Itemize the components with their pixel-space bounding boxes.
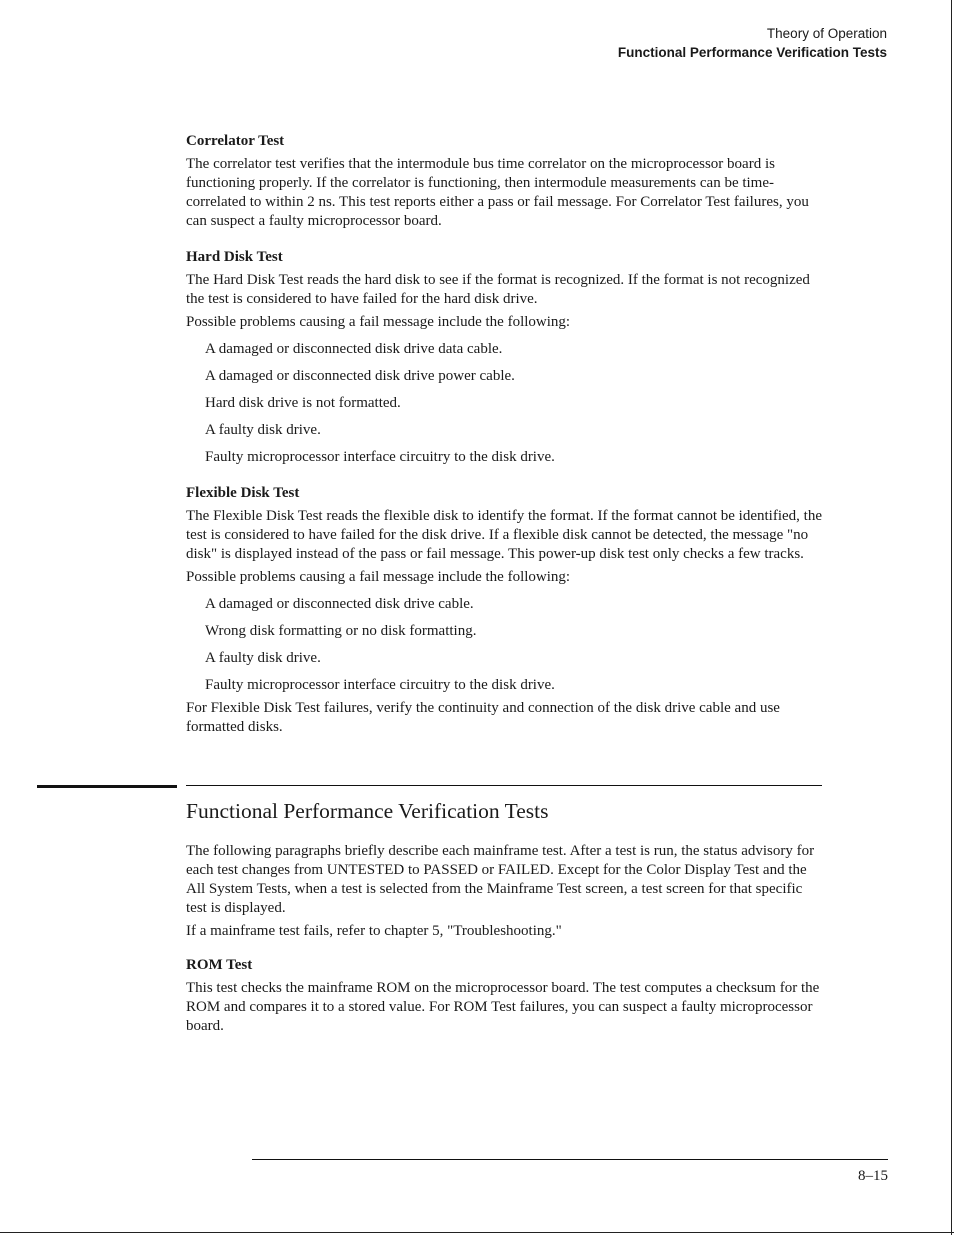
page-edge-right: [951, 0, 952, 1235]
correlator-test-heading: Correlator Test: [186, 133, 285, 149]
header-chapter: Theory of Operation: [766, 26, 887, 41]
flexible-disk-problem-list: [205, 595, 822, 695]
flexible-disk-test-heading: Flexible Disk Test: [186, 485, 300, 501]
page-edge-bottom: [0, 1232, 954, 1233]
footer-rule: [252, 1159, 888, 1160]
list-item: Hard disk drive is not formatted.: [205, 395, 401, 411]
list-item: Wrong disk formatting or no disk formatting.: [205, 623, 477, 639]
fpvt-intro-text: The following paragraphs briefly describe each mainframe test. After a test is run, the status advisory for each test changes from UNTESTED to PASSED or FAILED. Except for the Color Display Test and the All System Tests, when a test is selected from the Mainframe Test screen, a test screen for that specific test is displayed.: [186, 843, 815, 916]
list-item: A faulty disk drive.: [205, 650, 321, 666]
list-item: A damaged or disconnected disk drive data cable.: [205, 341, 503, 357]
flexible-disk-closing-text: For Flexible Disk Test failures, verify the continuity and connection of the disk drive cable and use formatted disks.: [186, 700, 780, 735]
page-number: 8–15: [858, 1168, 888, 1184]
rom-test-section: [186, 956, 822, 1036]
section-rule-long: [186, 785, 822, 786]
rom-test-text: This test checks the mainframe ROM on the microprocessor board. The test computes a checksum for the ROM and compares it to a stored value. For ROM Test failures, you can suspect a faulty microprocessor board.: [186, 980, 820, 1034]
list-item: Faulty microprocessor interface circuitry to the disk drive.: [205, 449, 555, 465]
fpvt-note-text: If a mainframe test fails, refer to chapter 5, "Troubleshooting.": [186, 923, 562, 939]
header-section: Functional Performance Verification Tests: [617, 45, 887, 60]
section-rule-short: [37, 785, 177, 788]
list-item: A damaged or disconnected disk drive cable.: [205, 596, 474, 612]
running-header: [618, 24, 887, 62]
hard-disk-problem-list: [205, 340, 822, 467]
list-item: A damaged or disconnected disk drive power cable.: [205, 368, 515, 384]
correlator-test-section: [186, 132, 822, 231]
lower-body: [186, 842, 822, 1040]
upper-body: [186, 132, 822, 741]
hard-disk-test-section: [186, 248, 822, 467]
section-heading: Functional Performance Verification Tests: [186, 799, 549, 823]
correlator-test-text: The correlator test verifies that the intermodule bus time correlator on the microprocessor board is functioning properly. If the correlator is functioning, then intermodule measurements can be time-correlated to within 2 ns. This test reports either a pass or fail message. For Correlator Test failures, you can suspect a faulty microprocessor board.: [186, 156, 809, 229]
hard-disk-problems-intro: Possible problems causing a fail message include the following:: [186, 314, 571, 330]
hard-disk-test-text: The Hard Disk Test reads the hard disk to see if the format is recognized. If the format is not recognized the test is considered to have failed for the hard disk drive.: [186, 272, 810, 307]
list-item: A faulty disk drive.: [205, 422, 321, 438]
flexible-disk-test-text: The Flexible Disk Test reads the flexible disk to identify the format. If the format cannot be identified, the test is considered to have failed for the disk drive. If a flexible disk cannot be detected, the message "no disk" is displayed instead of the pass or fail message. This power-up disk test only checks a few tracks.: [186, 508, 822, 562]
flexible-disk-problems-intro: Possible problems causing a fail message include the following:: [186, 569, 571, 585]
rom-test-heading: ROM Test: [186, 957, 253, 973]
list-item: Faulty microprocessor interface circuitry to the disk drive.: [205, 677, 555, 693]
flexible-disk-test-section: [186, 484, 822, 737]
hard-disk-test-heading: Hard Disk Test: [186, 249, 283, 265]
